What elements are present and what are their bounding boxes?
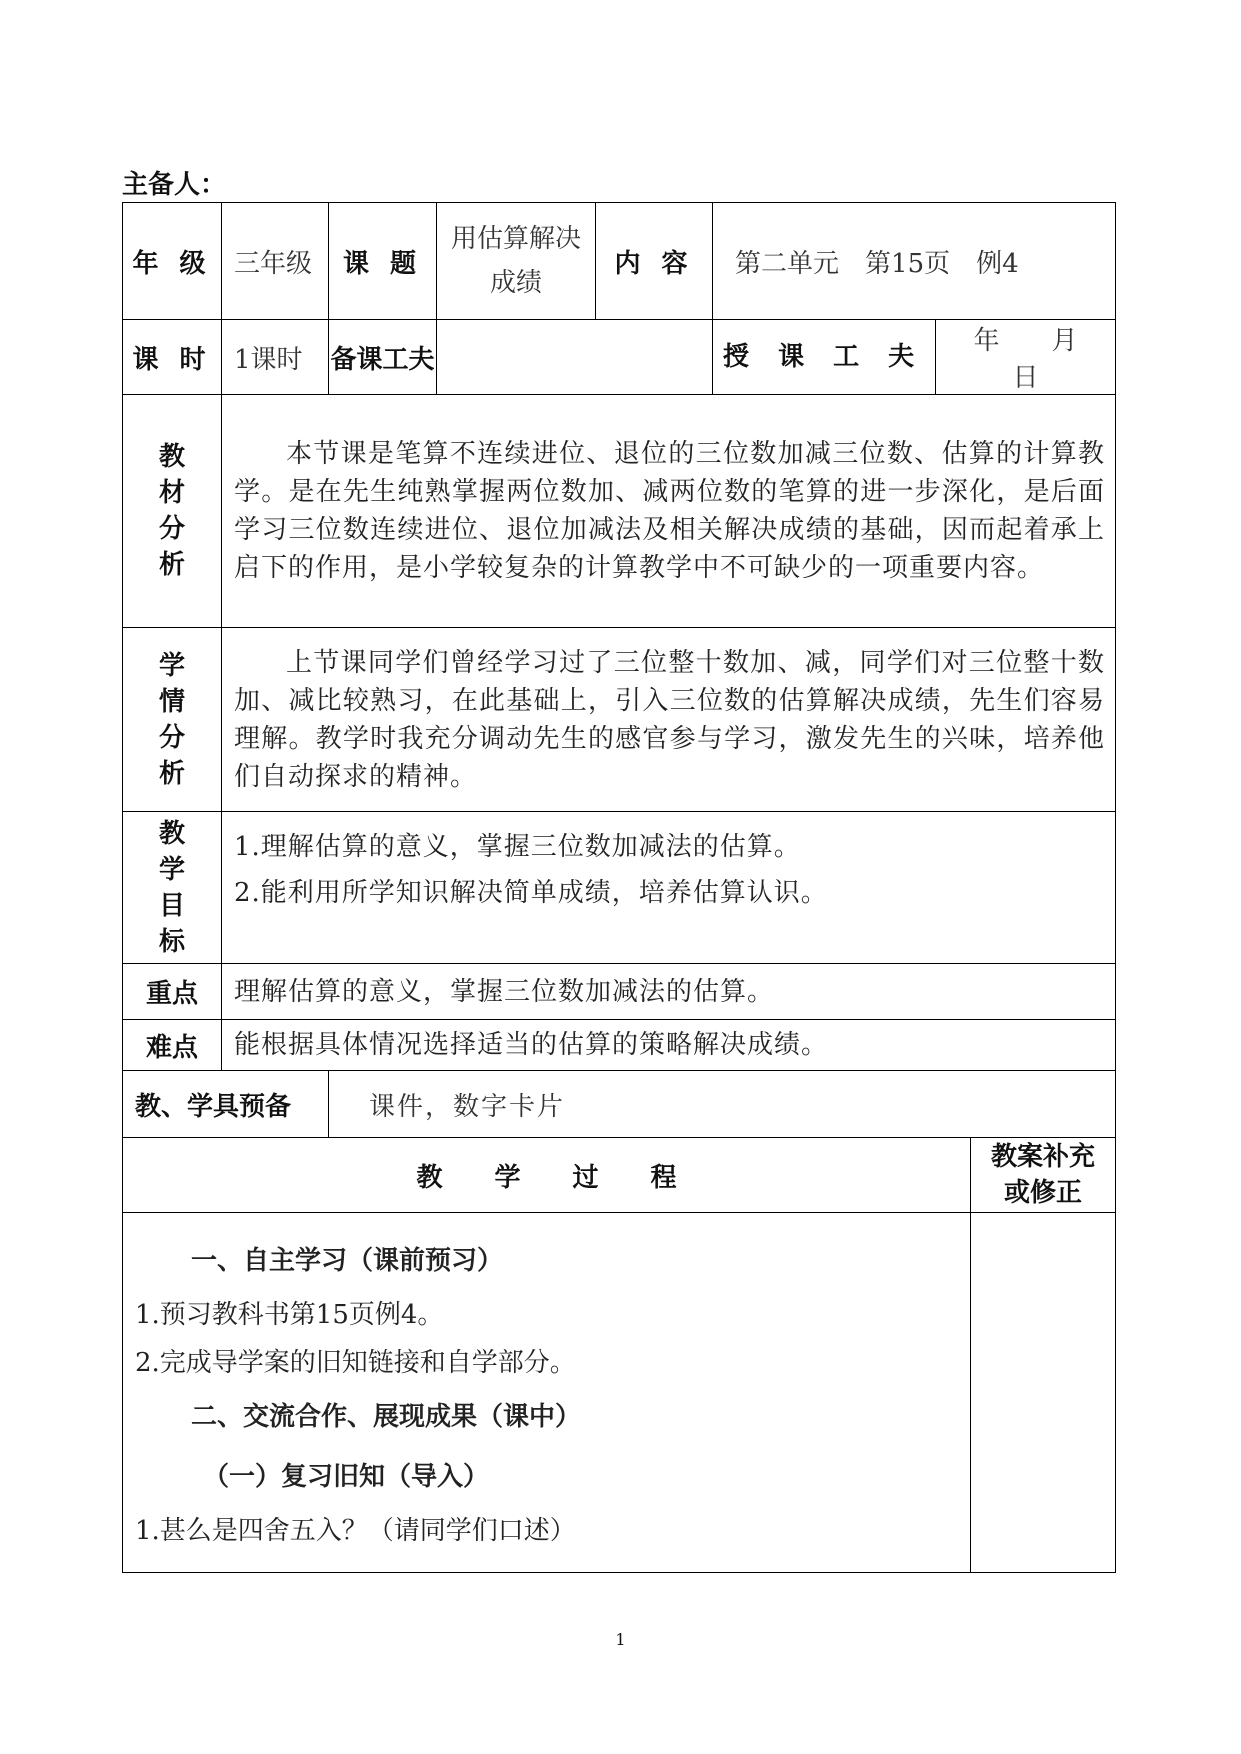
preparer-label: 主备人：: [122, 170, 227, 200]
content-label: 内 容: [596, 203, 713, 320]
difficulty-text: 能根据具体情况选择适当的估算的策略解决成绩。: [222, 1020, 1116, 1071]
prep-value: [437, 320, 713, 395]
grade-value: 三年级: [222, 203, 329, 320]
supplement-cell: [971, 1213, 1116, 1573]
supplement-header-line: 或修正: [1004, 1178, 1083, 1208]
supplement-header-line: 教案补充: [991, 1142, 1096, 1172]
process-item: 1.甚么是四舍五入？（请同学们口述）: [135, 1516, 576, 1546]
key-point-label: 重点: [123, 964, 222, 1020]
teach-value: 年 月 日: [936, 320, 1116, 395]
page-number: 1: [615, 1630, 626, 1649]
period-value: 1课时: [222, 320, 329, 395]
prep-label: 备课工夫: [329, 320, 437, 395]
material-analysis-text: 本节课是笔算不连续进位、退位的三位数加减三位数、估算的计算教学。是在先生纯熟掌握两位数加、减两位数的笔算的进一步深化，是后面学习三位数连续进位、退位加减法及相关解决成绩的基础，因而起着承上启下的作用，是小学较复杂的计算教学中不可缺少的一项重要内容。: [222, 395, 1116, 628]
material-analysis-label-text: 教材分析: [158, 442, 185, 580]
learner-analysis-label: [123, 628, 222, 812]
period-label: 课 时: [123, 320, 222, 395]
teaching-goals-label-text: 教学目标: [158, 818, 185, 957]
lesson-plan-table: [122, 202, 1130, 1573]
process-header: 教 学 过 程: [123, 1138, 971, 1213]
teaching-goals-label: [123, 812, 222, 964]
section-title: 一、自主学习（课前预习）: [191, 1246, 504, 1276]
grade-label: 年 级: [123, 203, 222, 320]
content-value: 第二单元 第15页 例4: [713, 203, 1116, 320]
process-item: 2.完成导学案的旧知链接和自学部分。: [135, 1348, 576, 1378]
learner-analysis-text: 上节课同学们曾经学习过了三位整十数加、减，同学们对三位整十数加、减比较熟习，在此基础上，引入三位数的估算解决成绩，先生们容易理解。教学时我充分调动先生的感官参与学习，激发先生的兴味，培养他们自动探求的精神。: [222, 628, 1116, 812]
subsection-title: （一）复习旧知（导入）: [203, 1462, 490, 1492]
goal-item: 2.能利用所学知识解决简单成绩，培养估算认识。: [234, 878, 828, 908]
topic-value: 用估算解决成绩: [437, 203, 596, 320]
material-analysis-label: [123, 395, 222, 628]
tools-label: 教、学具预备: [123, 1071, 329, 1138]
teach-label: 授 课 工 夫: [713, 320, 936, 395]
tools-text: 课件，数字卡片: [329, 1071, 1116, 1138]
section-title: 二、交流合作、展现成果（课中）: [191, 1402, 582, 1432]
teaching-goals: [222, 812, 1116, 964]
topic-label: 课 题: [329, 203, 437, 320]
process-item: 1.预习教科书第15页例4。: [135, 1300, 444, 1330]
supplement-header: [971, 1138, 1116, 1213]
process-body: [123, 1213, 971, 1573]
learner-analysis-label-text: 学情分析: [158, 650, 185, 789]
key-point-text: 理解估算的意义，掌握三位数加减法的估算。: [222, 964, 1116, 1020]
difficulty-label: 难点: [123, 1020, 222, 1071]
goal-item: 1.理解估算的意义，掌握三位数加减法的估算。: [234, 832, 801, 862]
